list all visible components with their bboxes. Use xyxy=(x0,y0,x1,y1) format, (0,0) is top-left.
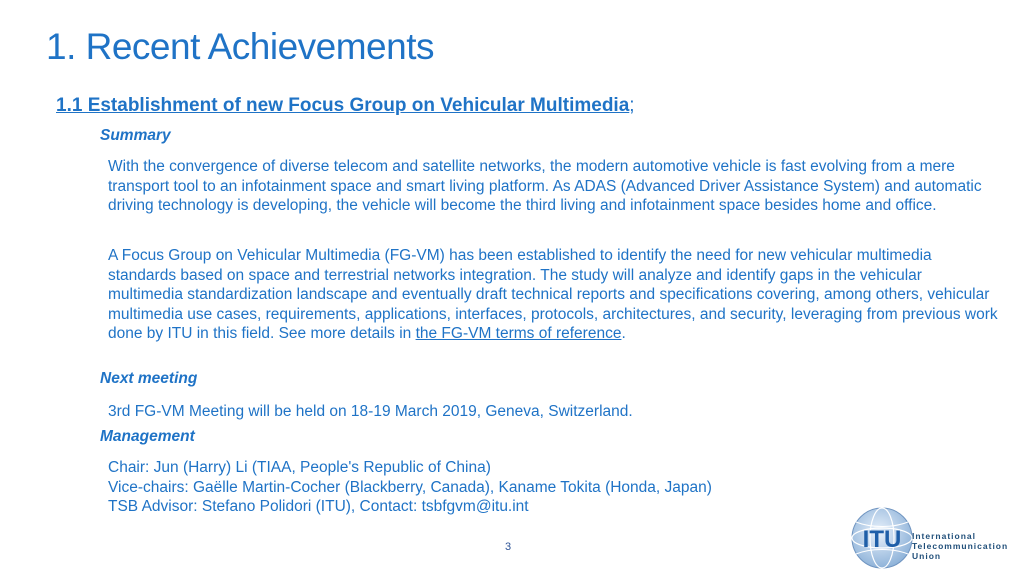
subtitle-suffix: ; xyxy=(629,95,635,116)
summary-paragraph-2 xyxy=(108,246,998,344)
summary-text-2-end: . xyxy=(621,325,626,343)
next-meeting-heading: Next meeting xyxy=(100,370,198,387)
page-title: 1. Recent Achievements xyxy=(46,26,434,67)
logo-line-3: Union xyxy=(912,551,942,561)
logo-line-1: International xyxy=(912,531,977,541)
management-heading: Management xyxy=(100,428,195,445)
summary-paragraph-1 xyxy=(108,157,998,216)
subtitle-link[interactable]: 1.1 Establishment of new Focus Group on Vehicular Multimedia xyxy=(56,95,630,116)
management-tsb-advisor: TSB Advisor: Stefano Polidori (ITU), Contact: tsbfgvm@itu.int xyxy=(108,498,529,516)
management-chair: Chair: Jun (Harry) Li (TIAA, People's Republic of China) xyxy=(108,459,491,476)
summary-text-1: With the convergence of diverse telecom and satellite networks, the modern automotive vehicle is fast evolving from a mere transport tool to an infotainment space and smart living platform. As ADAS (Advanced Driver Assistance System) and automatic driving technology is developing, the vehicle will become the third living and infotainment space besides home and office. xyxy=(108,158,982,215)
terms-of-reference-link[interactable]: the FG-VM terms of reference xyxy=(415,325,622,343)
itu-logo-text xyxy=(912,531,1008,561)
page-number: 3 xyxy=(505,541,512,553)
summary-heading: Summary xyxy=(100,127,171,144)
logo-line-2: Telecommunication xyxy=(912,541,1009,551)
summary-text-2: A Focus Group on Vehicular Multimedia (FG-VM) has been established to identify the need for new vehicular multimedia standards based on space and terrestrial networks integration. The study will analyze and identify gaps in the vehicular multimedia standardization landscape and eventually draft technical reports and specifications covering, among others, vehicular multimedia use cases, requirements, applications, interfaces, protocols, architectures, and security, leveraging from previous work done by ITU in this field. See more details in xyxy=(108,247,998,343)
section-subtitle xyxy=(56,95,635,117)
management-vice-chairs: Vice-chairs: Gaëlle Martin-Cocher (Blackberry, Canada), Kaname Tokita (Honda, Japan) xyxy=(108,478,712,496)
next-meeting-paragraph xyxy=(108,402,998,422)
itu-logo-mark: ITU xyxy=(862,526,902,553)
next-meeting-text: 3rd FG-VM Meeting will be held on 18-19 March 2019, Geneva, Switzerland. xyxy=(108,403,633,420)
